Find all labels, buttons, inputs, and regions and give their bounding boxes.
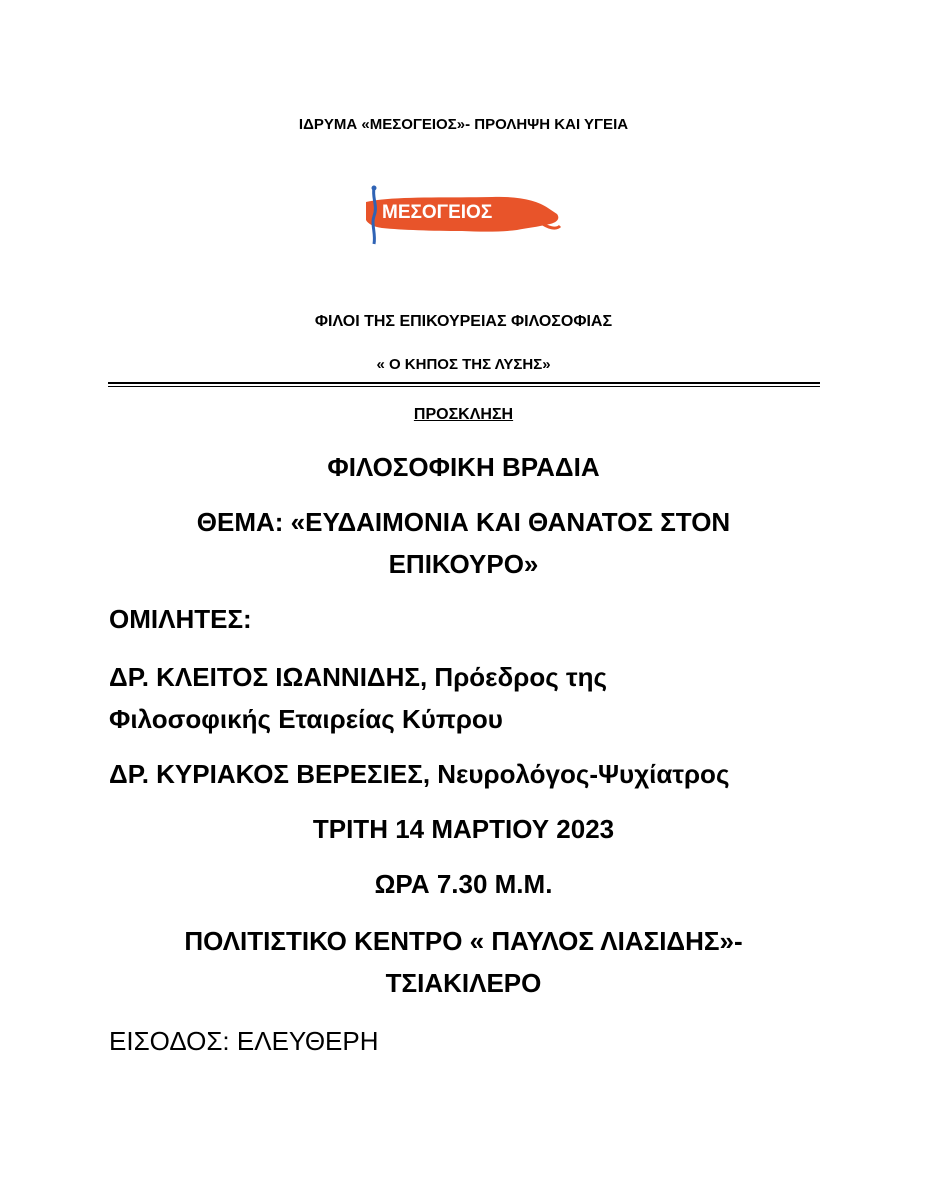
- divider-thick: [108, 382, 820, 384]
- event-time: ΩΡΑ 7.30 Μ.Μ.: [374, 869, 553, 899]
- garden-subtitle: « Ο ΚΗΠΟΣ ΤΗΣ ΛΥΣΗΣ»: [376, 356, 551, 373]
- venue-line-2: ΤΣΙΑΚΙΛΕΡΟ: [385, 968, 542, 998]
- speaker-1-line-1: ΔΡ. ΚΛΕΙΤΟΣ ΙΩΑΝΝΙΔΗΣ, Πρόεδρος της: [109, 662, 607, 692]
- foundation-title: ΙΔΡΥΜΑ «ΜΕΣΟΓΕΙΟΣ»- ΠΡΟΛΗΨΗ ΚΑΙ ΥΓΕΙΑ: [298, 116, 629, 133]
- event-date: ΤΡΙΤΗ 14 ΜΑΡΤΙΟΥ 2023: [312, 814, 615, 844]
- mesogeios-logo: [352, 184, 564, 248]
- friends-of-epicurean-philosophy: ΦΙΛΟΙ ΤΗΣ ΕΠΙΚΟΥΡΕΙΑΣ ΦΙΛΟΣΟΦΙΑΣ: [314, 313, 613, 330]
- speaker-2: ΔΡ. ΚΥΡΙΑΚΟΣ ΒΕΡΕΣΙΕΣ, Νευρολόγος-Ψυχίατρος: [109, 759, 730, 789]
- entry-info: ΕΙΣΟΔΟΣ: ΕΛΕΥΘΕΡΗ: [109, 1026, 379, 1056]
- event-title: ΦΙΛΟΣΟΦΙΚΗ ΒΡΑΔΙΑ: [327, 452, 600, 482]
- theme-line-2: ΕΠΙΚΟΥΡΟ»: [388, 549, 539, 579]
- logo-text: ΜΕΣΟΓΕΙΟΣ: [382, 202, 493, 223]
- venue-line-1: ΠΟΛΙΤΙΣΤΙΚΟ ΚΕΝΤΡΟ « ΠΑΥΛΟΣ ΛΙΑΣΙΔΗΣ»-: [184, 926, 743, 956]
- speaker-1-line-2: Φιλοσοφικής Εταιρείας Κύπρου: [109, 704, 503, 734]
- speakers-heading: ΟΜΙΛΗΤΕΣ:: [109, 604, 252, 634]
- divider-thin: [108, 386, 820, 387]
- theme-line-1: ΘΕΜΑ: «ΕΥΔΑΙΜΟΝΙΑ ΚΑΙ ΘΑΝΑΤΟΣ ΣΤΟΝ: [196, 507, 731, 537]
- invitation-label: ΠΡΟΣΚΛΗΣΗ: [413, 406, 514, 423]
